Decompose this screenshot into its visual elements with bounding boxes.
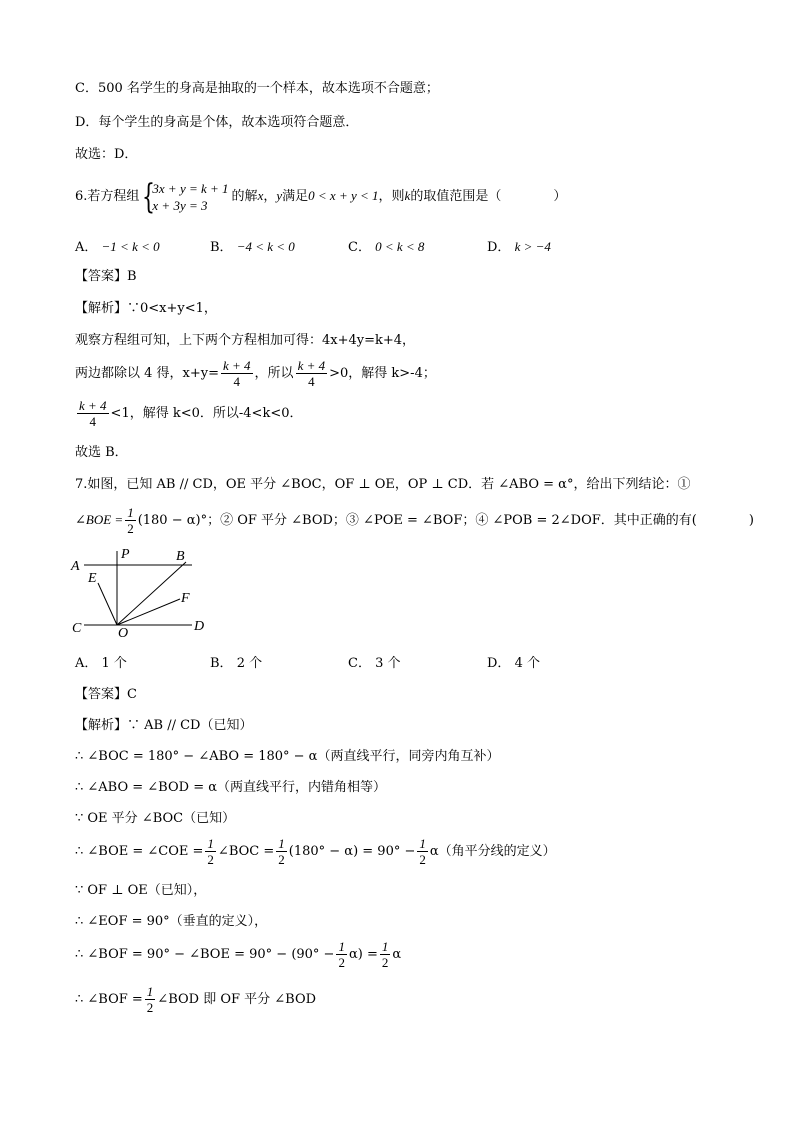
q7-answer: 【答案】C [75,687,137,702]
fraction: $\frac{1}{2}$ [338,939,345,970]
question-7-stem-2: ∠BOE = $\frac{1}{2}$ (180 − α)°；② OF 平分 ∠BOD；③ ∠POE = ∠BOF；④ ∠POB = 2∠DOF．其中正确的有( ) [75,505,754,536]
equation-2: x + 3y = 3 [152,197,208,213]
q7-step-2: ∴ ∠BOC = 180° − ∠ABO = 180° − α（两直线平行，同旁内角互补） [75,749,500,764]
q6-suffix-c: ，则 [378,189,405,204]
equation-1: 3x + y = k + 1 [152,180,229,196]
q7-step-5: ∴ ∠BOE = ∠COE = $\frac{1}{2}$ ∠BOC = $\frac{1}{2}$ (180° − α) = 90° − $\frac{1}{2}$ α（角平分线的定义） [75,836,556,867]
q7-step-3: ∴ ∠ABO = ∠BOD = α（两直线平行，内错角相等） [75,780,386,795]
fraction: $\frac{1}{2}$ [381,939,389,970]
text-line: D．每个学生的身高是个体，故本选项符合题意． [75,115,359,130]
q6-analysis-4: $\frac{k + 4}{4}$ <1，解得 k<0．所以-4<k<0． [79,398,303,429]
q6-condition: 0 < x + y < 1 [308,188,379,203]
var-y: y [276,188,283,203]
fraction: $\frac{1}{2}$ [146,984,154,1015]
q7-option-d: D． 4 个 [487,656,540,671]
geometry-figure [68,545,218,645]
q7-option-c: C． 3 个 [348,656,401,671]
q6-option-b: B． −4 < k < 0 [210,239,295,255]
q6-prefix: 6.若方程组 [75,189,140,204]
fraction: $\frac{1}{2}$ [127,505,134,536]
label-d: D [194,619,205,634]
text-line: 故选：D． [75,147,138,162]
label-o: O [118,626,129,641]
label-e: E [88,571,97,586]
q7-option-b: B． 2 个 [210,656,263,671]
q6-suffix-b: 满足 [282,189,309,204]
fraction: $\frac{k + 4}{4}$ [79,398,107,429]
q6-option-c: C． 0 < k < 8 [348,239,425,255]
q6-suffix-a: 的解 [231,189,258,204]
line-of [117,599,180,625]
q7-option-a: A． 1 个 [75,656,127,671]
text-line: C．500 名学生的身高是抽取的一个样本，故本选项不合题意； [75,81,439,96]
q7-step-8: ∴ ∠BOF = 90° − ∠BOE = 90° − (90° − $\frac{1}{2}$ α) = $\frac{1}{2}$ α [75,939,402,970]
label-c: C [72,621,82,636]
fraction: $\frac{1}{2}$ [419,836,426,867]
label-f: F [181,591,190,606]
q6-suffix-d: 的取值范围是（ ） [410,189,567,204]
q6-option-d: D． k > −4 [487,239,551,255]
equation-system: { 3x + y = k + 1 x + 3y = 3 [142,176,229,217]
label-a: A [71,559,80,574]
fraction: $\frac{1}{2}$ [278,836,285,867]
q7-step-9: ∴ ∠BOF = $\frac{1}{2}$ ∠BOD 即 OF 平分 ∠BOD [75,984,317,1015]
var-k: k [404,188,411,203]
q7-step-1: 【解析】∵ AB // CD（已知） [75,718,253,733]
line-ob [117,562,186,625]
q6-sep: ， [263,189,277,204]
var-x: x [257,188,264,203]
label-b: B [176,549,185,564]
q7-step-6: ∵ OF ⊥ OE（已知）， [75,883,207,898]
q6-analysis-2: 观察方程组可知，上下两个方程相加可得：4x+4y=k+4， [75,333,416,348]
line-oe [98,583,117,625]
q6-answer: 【答案】B [75,269,137,284]
q6-option-a: A． −1 < k < 0 [75,239,160,255]
q6-analysis-1: 【解析】∵0<x+y<1， [75,301,217,316]
question-6-stem [75,178,566,215]
fraction: $\frac{1}{2}$ [207,836,214,867]
q6-conclusion: 故选 B． [75,445,128,460]
q7-step-4: ∵ OE 平分 ∠BOC（已知） [75,811,236,826]
q7-step-7: ∴ ∠EOF = 90°（垂直的定义）， [75,914,268,929]
fraction: $\frac{k + 4}{4}$ [297,358,326,389]
label-p: P [121,547,130,562]
question-7-stem-1: 7.如图，已知 AB // CD，OE 平分 ∠BOC，OF ⊥ OE，OP ⊥ CD．若 ∠ABO = α°，给出下列结论：① [75,477,691,492]
q6-analysis-3: 两边都除以 4 得，x+y= $\frac{k + 4}{4}$ ，所以 $\frac{k + 4}{4}$ >0，解得 k>-4； [75,358,436,389]
fraction: $\frac{k + 4}{4}$ [223,358,251,389]
